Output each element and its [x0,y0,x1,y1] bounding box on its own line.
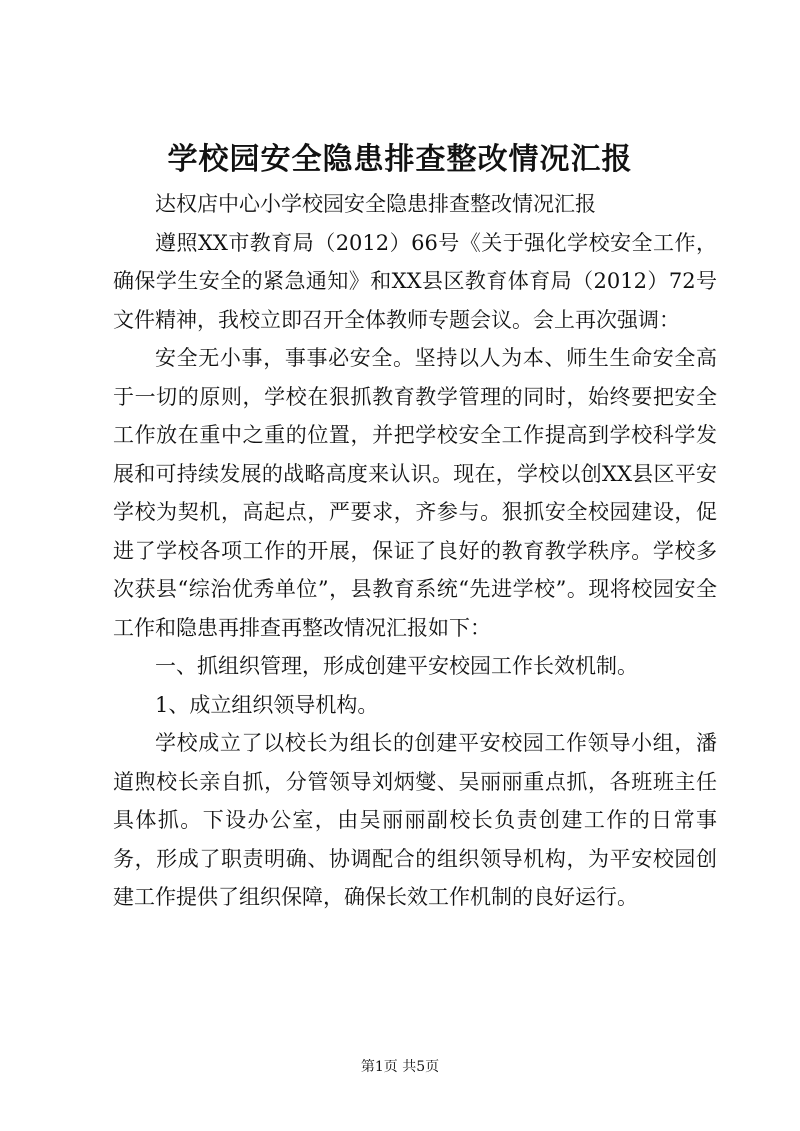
paragraph-subsection-heading: 1、成立组织领导机构。 [155,692,379,717]
paragraph-principle: 安全无小事，事事必安全。坚持以人为本、师生生命安全高于一切的原则，学校在狠抓教育教学管理的同时，始终要把安全工作放在重中之重的位置，并把学校安全工作提高到学校科学发展和可持续发展的战略高度来认识。现在，学校以创XX县区平安学校为契机，高起点，严要求，齐参与。狠抓安全校园建设，促进了学校各项工作的开展，保证了良好的教育教学秩序。学校多次获县“综治优秀单位”，县教育系统“先进学校”。现将校园安全工作和隐患再排查再整改情况汇报如下： [113,346,717,640]
document-body [113,185,717,917]
paragraph-notice: 遵照XX市教育局（2012）66号《关于强化学校安全工作，确保学生安全的紧急通知》和XX县区教育体育局（2012）72号文件精神，我校立即召开全体教师专题会议。会上再次强调： [113,230,717,332]
document-title: 学校园安全隐患排查整改情况汇报 [167,142,633,177]
paragraph-subtitle: 达权店中心小学校园安全隐患排查整改情况汇报 [155,192,596,216]
paragraph-organization: 学校成立了以校长为组长的创建平安校园工作领导小组，潘道煦校长亲自抓，分管领导刘炳燮、吴丽丽重点抓，各班班主任具体抓。下设办公室，由吴丽丽副校长负责创建工作的日常事务，形成了职责明确、协调配合的组织领导机构，为平安校园创建工作提供了组织保障，确保长效工作机制的良好运行。 [113,731,717,909]
paragraph-section-heading: 一、抓组织管理，形成创建平安校园工作长效机制。 [155,654,638,678]
page-number-footer: 第1页 共5页 [360,1059,440,1075]
